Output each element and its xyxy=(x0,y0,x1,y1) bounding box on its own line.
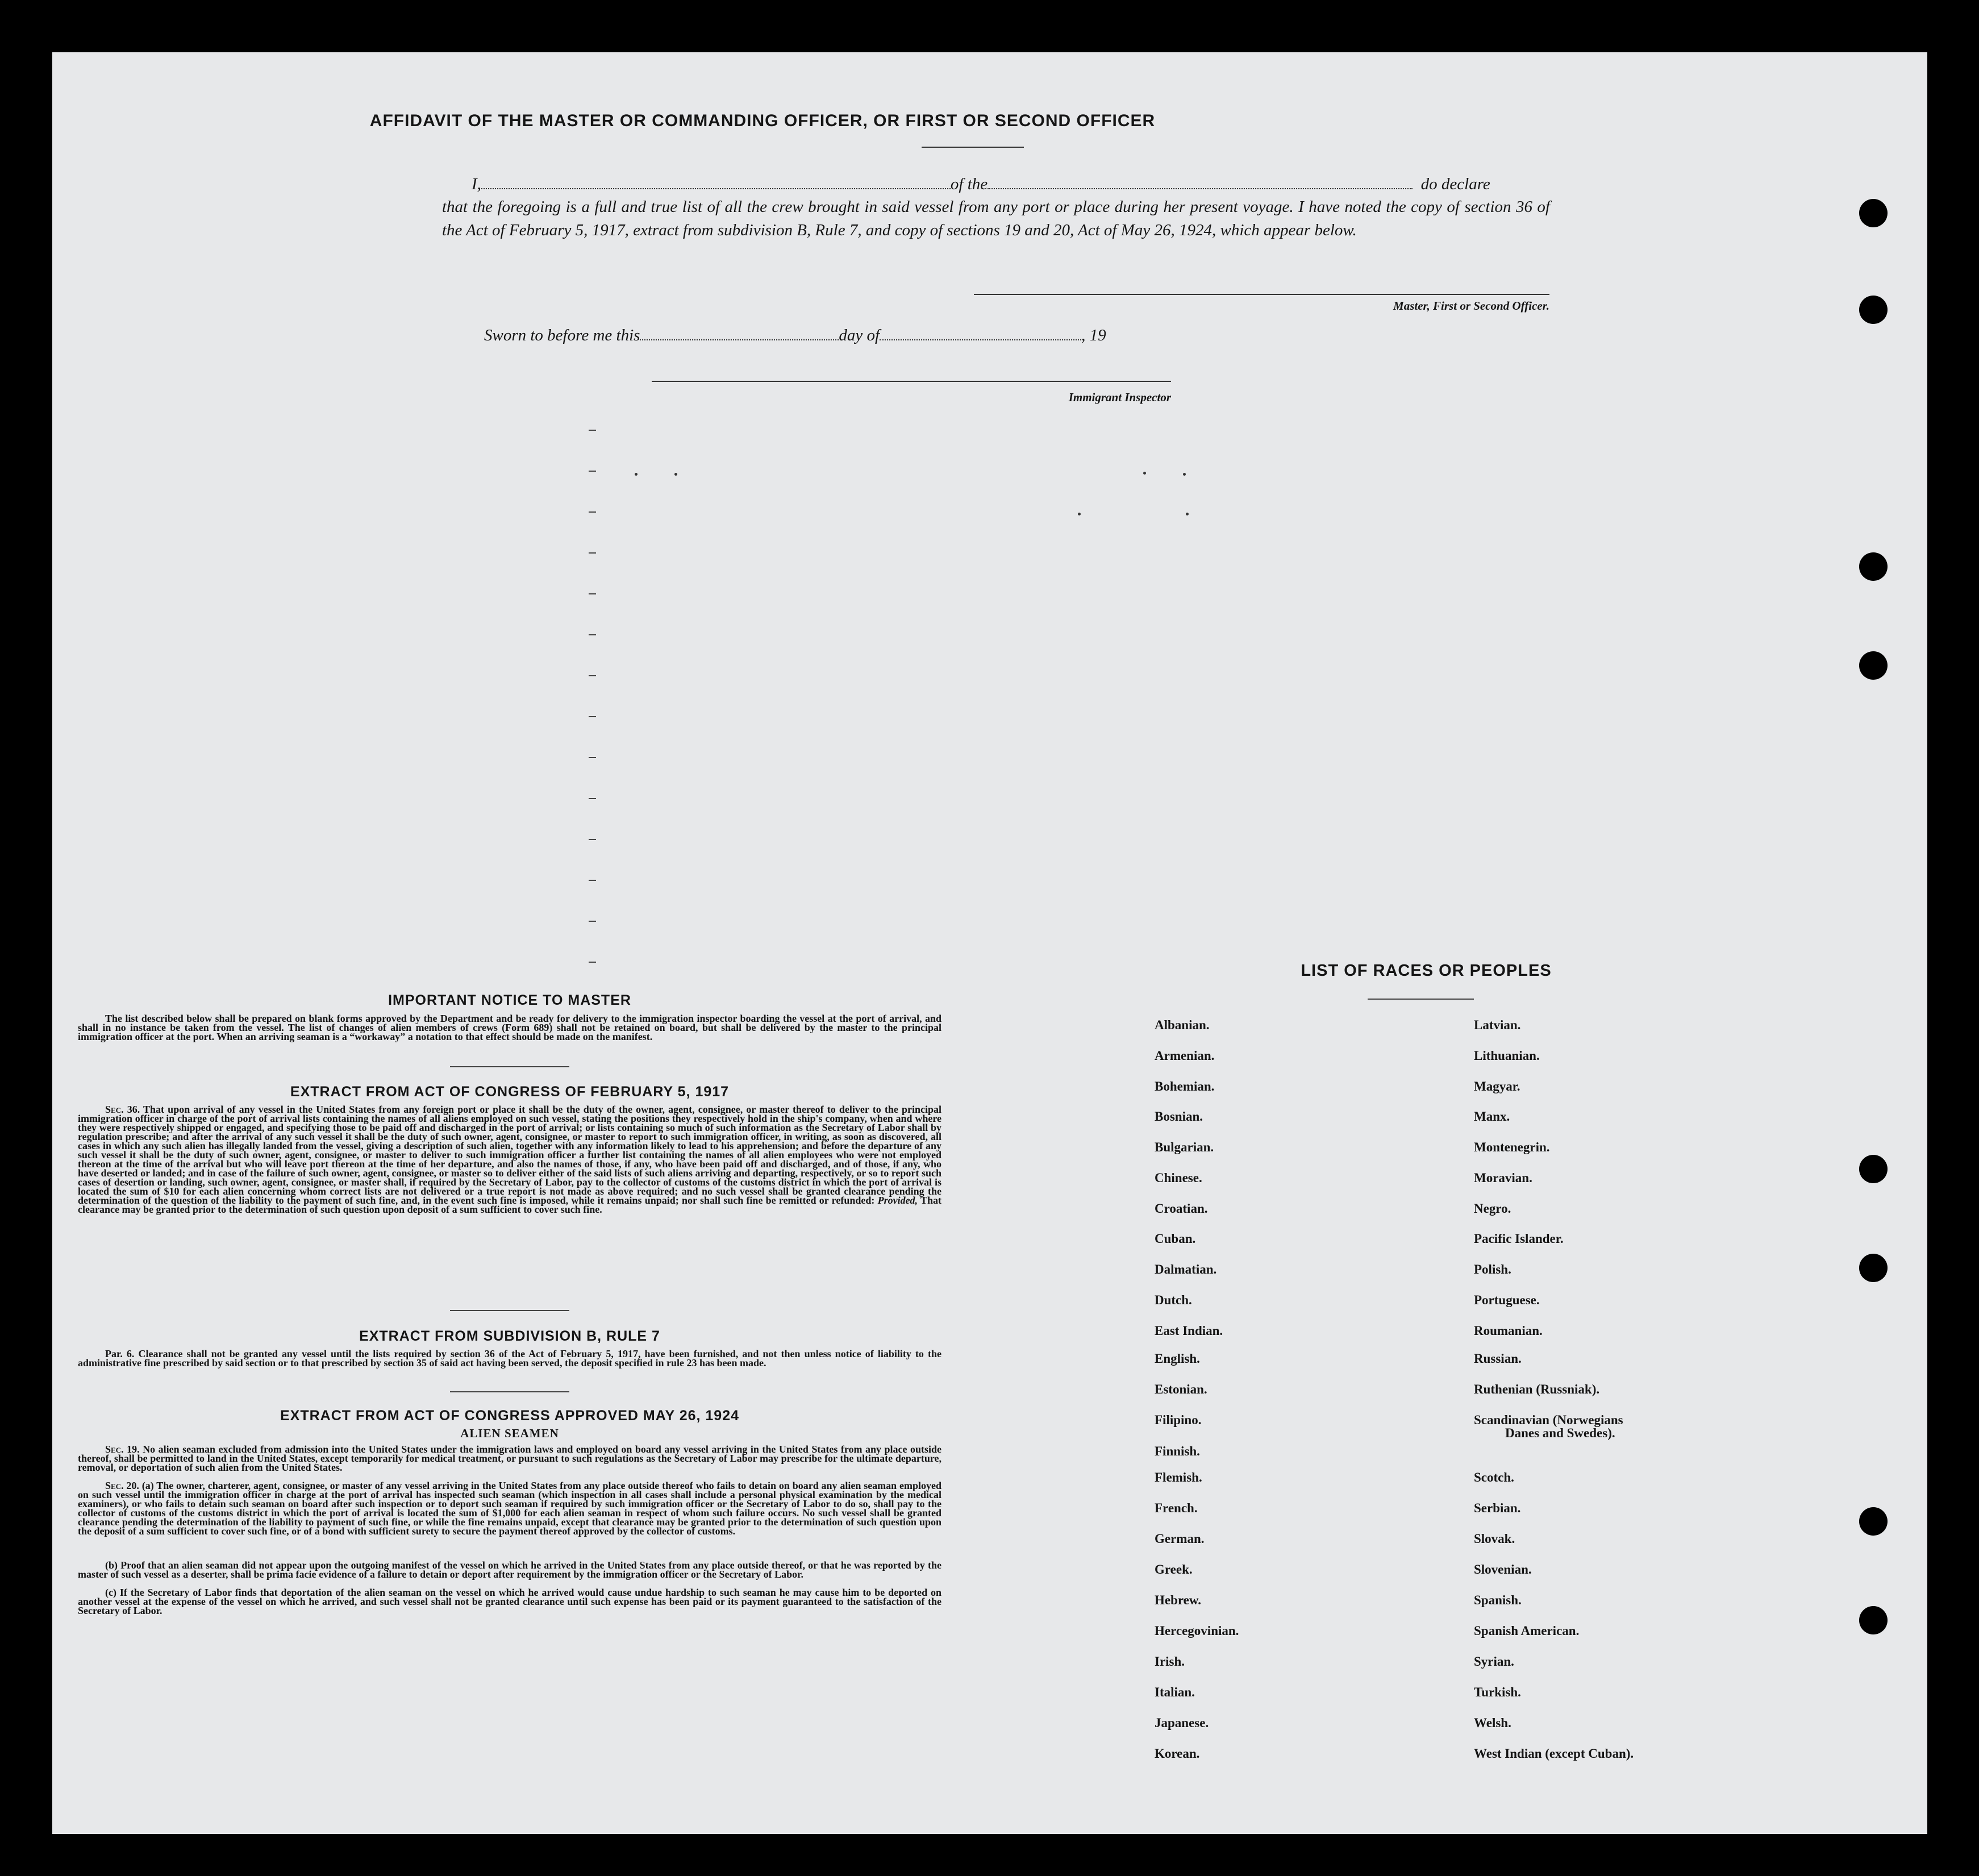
section-divider xyxy=(450,1391,569,1392)
section-divider xyxy=(450,1066,569,1067)
margin-dash xyxy=(589,880,596,881)
extract-1917-title: EXTRACT FROM ACT OF CONGRESS OF FEBRUARY 5, 1917 xyxy=(290,1084,730,1100)
race-item: Negro. xyxy=(1474,1201,1511,1216)
race-item: Scandinavian (Norwegians xyxy=(1474,1413,1623,1427)
ink-speck xyxy=(1186,513,1189,515)
margin-dash xyxy=(589,716,596,717)
race-item: Flemish. xyxy=(1155,1470,1202,1484)
extract-1917-text xyxy=(78,1105,941,1214)
sworn-day-of: day of xyxy=(839,326,880,344)
margin-dash xyxy=(589,675,596,676)
sec36-body: That upon arrival of any vessel in the United States from any foreign port or place it shall be the duty of the owner, agent, consignee, or master thereof to deliver to the principal immigration officer in charge of the port of arrival lists containing the names of all aliens employed on such vessel, stating the positions they respectively hold in the ship's company, when and where they were respectively shipped or engaged, and specifying those to be paid off and discharged in the port of arrival; or lists containing so much of such information as the Secretary of Labor shall by regulation prescribe; and after the arrival of any such vessel it shall be the duty of such owner, agent, consignee, or master to report to such immigration officer, in writing, as soon as discovered, all cases in which any such alien has illegally landed from the vessel, giving a description of such alien, together with any information likely to lead to his apprehension; and before the departure of any such vessel it shall be the duty of such owner, agent, consignee, or master to deliver to such immigration officer a further list containing the names of all alien employees who were not employed thereon at the time of the arrival but who will leave port thereon at the time of her departure, and also the names of those, if any, who have been paid off and discharged, and of those, if any, who have deserted or landed; and in case of the failure of such owner, agent, consignee, or master so to deliver either of the said lists of such aliens arriving and departing, respectively, or so to report such cases of desertion or landing, such owner, agent, consignee, or master shall, if required by the Secretary of Labor, pay to the collector of customs of the customs district in which the port of arrival is located the sum of $10 for each alien concerning whom correct lists are not delivered or a true report is not made as above required; and no such vessel shall be granted clearance pending the determination of the question of the liability to the payment of such fine, and, in the event such fine is imposed, while it remains unpaid; nor shall such fine be remitted or refunded: xyxy=(78,1104,941,1206)
race-item: Albanian. xyxy=(1155,1018,1210,1032)
margin-dash xyxy=(589,921,596,922)
master-name-field[interactable] xyxy=(481,174,951,189)
sworn-line xyxy=(484,324,1106,347)
race-item: Syrian. xyxy=(1474,1654,1514,1669)
race-item: Cuban. xyxy=(1155,1232,1196,1246)
margin-dash xyxy=(589,757,596,758)
race-item: Portuguese. xyxy=(1474,1293,1540,1307)
race-item: Spanish American. xyxy=(1474,1624,1580,1638)
ink-speck xyxy=(1078,513,1081,515)
race-item: Welsh. xyxy=(1474,1716,1511,1730)
ink-speck xyxy=(1143,472,1146,475)
margin-dash xyxy=(589,430,596,431)
margin-dash xyxy=(589,839,596,840)
race-item: Slovak. xyxy=(1474,1532,1515,1546)
race-item: West Indian (except Cuban). xyxy=(1474,1746,1634,1761)
race-item: Serbian. xyxy=(1474,1501,1521,1515)
declaration-line xyxy=(472,173,1551,196)
race-item: Russian. xyxy=(1474,1351,1522,1366)
race-item: Chinese. xyxy=(1155,1171,1202,1185)
race-item: Roumanian. xyxy=(1474,1324,1543,1338)
races-title: LIST OF RACES OR PEOPLES xyxy=(1301,962,1552,980)
sworn-year: , 19 xyxy=(1081,326,1106,344)
race-item: Magyar. xyxy=(1474,1079,1520,1093)
race-item: German. xyxy=(1155,1532,1205,1546)
inspector-signature-line[interactable] xyxy=(652,381,1171,382)
race-item: Filipino. xyxy=(1155,1413,1202,1427)
sec20a-text xyxy=(78,1481,941,1536)
margin-dash xyxy=(589,798,596,799)
race-item: Croatian. xyxy=(1155,1201,1208,1216)
binder-hole xyxy=(1859,1507,1888,1536)
race-item: Manx. xyxy=(1474,1109,1510,1124)
race-item: Scotch. xyxy=(1474,1470,1514,1484)
race-item: Danes and Swedes). xyxy=(1505,1426,1615,1440)
race-item: Slovenian. xyxy=(1474,1562,1532,1576)
binder-hole xyxy=(1859,296,1888,324)
margin-dash xyxy=(589,593,596,594)
sworn-prefix: Sworn to before me this xyxy=(484,326,640,344)
race-item: Irish. xyxy=(1155,1654,1185,1669)
ink-speck xyxy=(674,473,677,476)
race-item: East Indian. xyxy=(1155,1324,1223,1338)
races-underline xyxy=(1368,999,1474,1000)
race-item: Lithuanian. xyxy=(1474,1049,1540,1063)
race-item: Dutch. xyxy=(1155,1293,1192,1307)
race-item: Hercegovinian. xyxy=(1155,1624,1239,1638)
race-item: Dalmatian. xyxy=(1155,1262,1217,1276)
rule7-title: EXTRACT FROM SUBDIVISION B, RULE 7 xyxy=(359,1328,660,1344)
extract-1924-title: EXTRACT FROM ACT OF CONGRESS APPROVED MAY 26, 1924 xyxy=(280,1408,740,1424)
inspector-label: Immigrant Inspector xyxy=(1068,390,1171,404)
race-item: Ruthenian (Russniak). xyxy=(1474,1382,1600,1396)
sec19-body: No alien seaman excluded from admission into the United States under the immigration laws and employed on board any vessel arriving in the United States from any place outside thereof, shall be permitted to land in the United States, except temporarily for medical treatment, or pursuant to such regulations as the Secretary of Labor may prescribe for the ultimate departure, removal, or deportation of such alien from the United States. xyxy=(78,1444,942,1473)
sworn-day-field[interactable] xyxy=(640,327,839,340)
binder-hole xyxy=(1859,1254,1888,1282)
form-sheet xyxy=(52,52,1927,1834)
race-item: Korean. xyxy=(1155,1746,1200,1761)
binder-hole xyxy=(1859,552,1888,581)
sec20-label: Sec. 20. xyxy=(105,1480,139,1491)
race-item: Latvian. xyxy=(1474,1018,1521,1032)
sworn-month-field[interactable] xyxy=(880,327,1081,340)
binder-hole xyxy=(1859,1155,1888,1183)
sec20c-text: (c) If the Secretary of Labor finds that deportation of the alien seaman on the vessel on which he arrived would cause undue hardship to such seaman he may cause him to be deported on another vessel at the expense of the vessel on which he arrived, and such vessel shall not be granted clearance until such expense has been paid or its payment guaranteed to the satisfaction of the Secretary of Labor. xyxy=(78,1587,941,1616)
affidavit-title: AFFIDAVIT OF THE MASTER OR COMMANDING OFFICER, OR FIRST OR SECOND OFFICER xyxy=(369,111,1156,130)
binder-hole xyxy=(1859,199,1888,227)
alien-seamen-subtitle: ALIEN SEAMEN xyxy=(460,1426,559,1440)
margin-dash xyxy=(589,471,596,472)
declaration-text: that the foregoing is a full and true list of all the crew brought in said vessel from any port or place during her present voyage. I have noted the copy of section 36 of the Act of February 5, 1917, extract from subdivision B, Rule 7, and copy of sections 19 and 20, Act of May 26, 1924, which appear below. xyxy=(442,198,1550,239)
race-item: Bohemian. xyxy=(1155,1079,1215,1093)
sec20b-text: (b) Proof that an alien seaman did not appear upon the outgoing manifest of the vessel on which he arrived in the United States from any place outside thereof, or that he was reported by the master of such vessel as a deserter, shall be prima facie evidence of a failure to detain or deport after requirement by the immigration officer or the Secretary of Labor. xyxy=(78,1559,941,1580)
notice-title: IMPORTANT NOTICE TO MASTER xyxy=(388,992,631,1008)
race-item: Pacific Islander. xyxy=(1474,1232,1564,1246)
sec36-label: Sec. 36. xyxy=(105,1104,140,1115)
notice-text: The list described below shall be prepared on blank forms approved by the Department and be ready for delivery to the immigration inspector boarding the vessel at the port of arrival, and shall in no instance be taken from the vessel. The list of changes of alien members of crews (Form 689) shall not be retained on board, but shall be delivered by the master to the principal immigration officer at the port. When an arriving seaman is a “workaway” a notation to that effect should be made on the manifest. xyxy=(78,1013,941,1042)
section-divider xyxy=(450,1310,569,1311)
race-item: Hebrew. xyxy=(1155,1593,1201,1607)
declare-i: I, xyxy=(472,175,481,193)
race-item: Montenegrin. xyxy=(1474,1140,1550,1154)
race-item: Turkish. xyxy=(1474,1685,1521,1699)
ink-speck xyxy=(635,473,638,476)
race-item: Moravian. xyxy=(1474,1171,1532,1185)
declare-of-the: of the xyxy=(950,175,988,193)
master-signature-label: Master, First or Second Officer. xyxy=(1393,299,1549,313)
binder-hole xyxy=(1859,1606,1888,1634)
race-item: Armenian. xyxy=(1155,1049,1215,1063)
sec36-provided: Provided, xyxy=(877,1195,918,1206)
race-item: Estonian. xyxy=(1155,1382,1207,1396)
race-item: French. xyxy=(1155,1501,1198,1515)
margin-dash xyxy=(589,511,596,513)
race-item: Bosnian. xyxy=(1155,1109,1203,1124)
rule7-text: Par. 6. Clearance shall not be granted any vessel until the lists required by section 36 of the Act of February 5, 1917, have been furnished, and not then unless notice of liability to the administrative fine prescribed by said section or to that prescribed by section 35 of said act having been served, the deposit specified in rule 23 has been made. xyxy=(78,1348,941,1368)
ink-speck xyxy=(1183,473,1186,476)
margin-dash xyxy=(589,962,596,963)
race-item: Bulgarian. xyxy=(1155,1140,1214,1154)
margin-dash xyxy=(589,634,596,635)
title-underline xyxy=(922,147,1024,148)
vessel-name-field[interactable] xyxy=(988,174,1413,189)
margin-dash xyxy=(589,552,596,554)
race-item: Greek. xyxy=(1155,1562,1193,1576)
race-item: Finnish. xyxy=(1155,1444,1200,1458)
sec20a-body: (a) The owner, charterer, agent, consignee, or master of any vessel arriving in the United States from any place outside thereof who fails to detain on board any alien seaman employed on such vessel until the immigration officer in charge at the port of arrival has inspected such seaman (which inspection in all cases shall include a personal physical examination by the medical examiners), or who fails to detain such seaman on board after such inspection or to deport such seaman if required by such immigration officer or the Secretary of Labor to do so, shall pay to the collector of customs of the customs district in which the port of arrival is located the sum of $1,000 for each alien seaman in respect of whom such failure occurs. No such vessel shall be granted clearance pending the determination of the liability to payment of such fine, or while the fine remains unpaid, except that clearance may be granted prior to the determination of such question upon the deposit of a sum sufficient to cover such fine, or of a bond with sufficient surety to secure the payment thereof approved by the collector of customs. xyxy=(78,1480,942,1537)
sec19-label: Sec. 19. xyxy=(105,1444,140,1455)
sec19-text xyxy=(78,1445,941,1472)
race-item: Spanish. xyxy=(1474,1593,1522,1607)
declare-do-declare: do declare xyxy=(1420,175,1490,193)
master-signature-line[interactable] xyxy=(974,294,1549,295)
race-item: Polish. xyxy=(1474,1262,1511,1276)
binder-hole xyxy=(1859,651,1888,680)
race-item: Japanese. xyxy=(1155,1716,1209,1730)
race-item: Italian. xyxy=(1155,1685,1195,1699)
sec36-end: That clearance may be granted prior to the determination of such question upon deposit of a sum sufficient to cover such fine. xyxy=(78,1195,941,1215)
race-item: English. xyxy=(1155,1351,1200,1366)
